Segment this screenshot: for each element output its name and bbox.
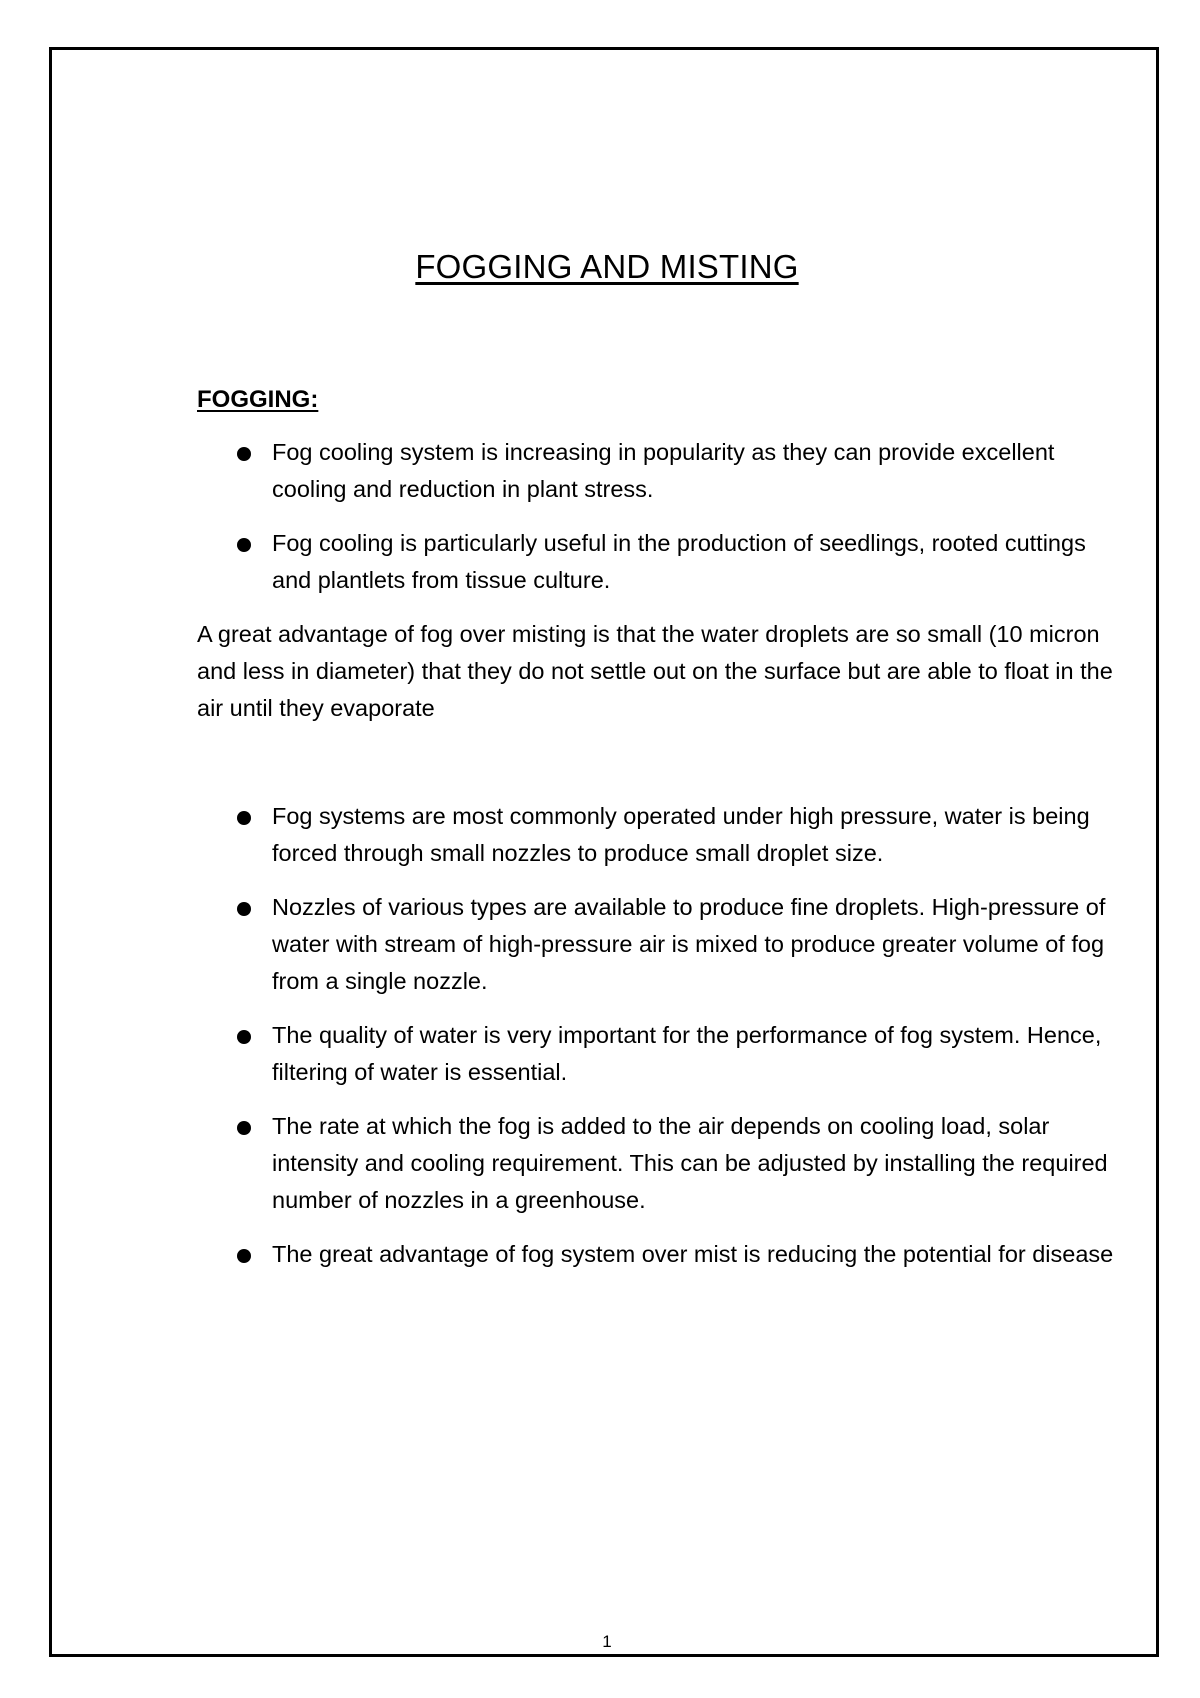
list-item bbox=[197, 798, 1117, 872]
bullet-list-bottom bbox=[197, 798, 1117, 1290]
list-item-text: Fog cooling is particularly useful in the production of seedlings, rooted cuttings and plantlets from tissue culture. bbox=[272, 530, 1086, 593]
list-item-text: The rate at which the fog is added to the air depends on cooling load, solar intensity and cooling requirement. This can be adjusted by installing the required number of nozzles in a greenhouse. bbox=[272, 1113, 1108, 1213]
bullet-icon bbox=[237, 1249, 251, 1263]
bullet-icon bbox=[237, 538, 251, 552]
list-item bbox=[197, 434, 1117, 508]
bullet-icon bbox=[237, 902, 251, 916]
page-number: 1 bbox=[602, 1632, 612, 1651]
bullet-icon bbox=[237, 811, 251, 825]
list-item bbox=[197, 1108, 1117, 1219]
page-border bbox=[49, 47, 1159, 1657]
body-paragraph: A great advantage of fog over misting is that the water droplets are so small (10 micron and less in diameter) that they do not settle out on the surface but are able to float in the air until they evaporate bbox=[197, 621, 1113, 721]
list-item-text: Nozzles of various types are available to produce fine droplets. High-pressure of water with stream of high-pressure air is mixed to produce greater volume of fog from a single nozzle. bbox=[272, 894, 1106, 994]
bullet-icon bbox=[237, 1030, 251, 1044]
bullet-icon bbox=[237, 447, 251, 461]
list-item bbox=[197, 1236, 1117, 1273]
section-heading-fogging: FOGGING: bbox=[197, 386, 319, 413]
document-title: FOGGING AND MISTING bbox=[415, 248, 799, 285]
list-item-text: The great advantage of fog system over mist is reducing the potential for disease bbox=[272, 1241, 1114, 1267]
list-item-text: The quality of water is very important for the performance of fog system. Hence, filtering of water is essential. bbox=[272, 1022, 1102, 1085]
list-item bbox=[197, 889, 1117, 1000]
list-item bbox=[197, 525, 1117, 599]
bullet-list-top bbox=[197, 434, 1117, 616]
list-item bbox=[197, 1017, 1117, 1091]
list-item-text: Fog systems are most commonly operated under high pressure, water is being forced through small nozzles to produce small droplet size. bbox=[272, 803, 1090, 866]
bullet-icon bbox=[237, 1121, 251, 1135]
list-item-text: Fog cooling system is increasing in popularity as they can provide excellent cooling and reduction in plant stress. bbox=[272, 439, 1055, 502]
